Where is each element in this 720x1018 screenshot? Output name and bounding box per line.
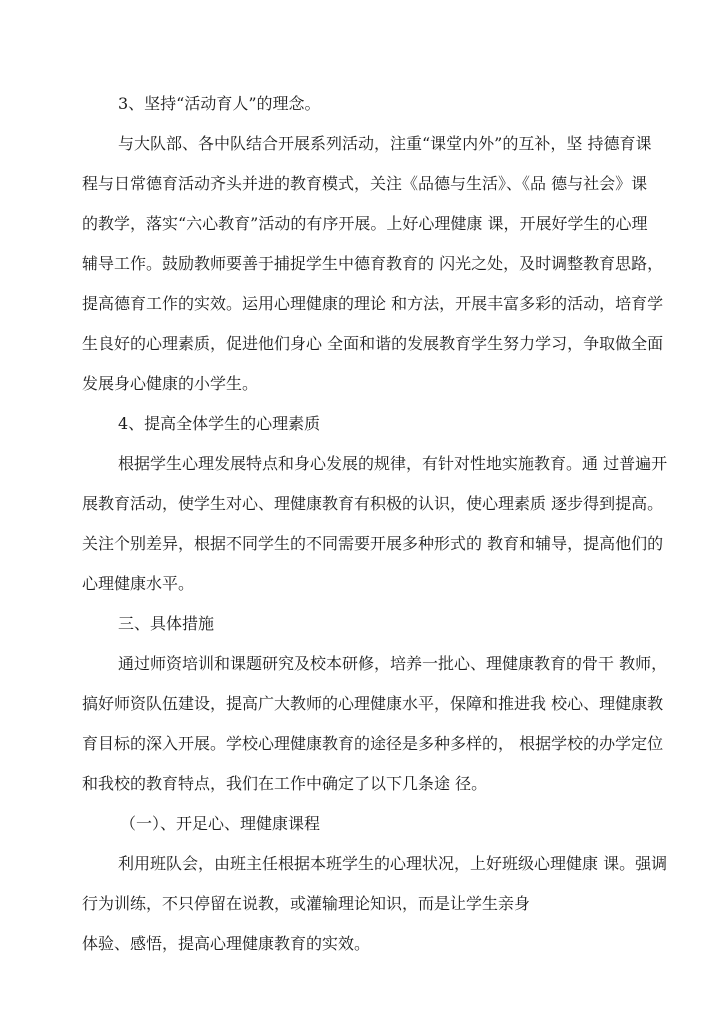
paragraph-line: 和我校的教育特点，我们在工作中确定了以下几条途 径。 [82,774,488,793]
paragraph-line: 程与日常德育活动齐头并进的教育模式，关注《品德与生活》、《品 德与社会》课 [82,174,648,193]
section-heading: 三、具体措施 [118,614,215,633]
paragraph-line: 关注个别差异，根据不同学生的不同需要开展多种形式的 教育和辅导，提高他们的 [82,534,664,553]
paragraph-line: 展教育活动，使学生对心、理健康教育有积极的认识，使心理素质 逐步得到提高。 [82,494,664,513]
paragraph-line: 搞好师资队伍建设，提高广大教师的心理健康水平，保障和推进我 校心、理健康教 [82,694,664,713]
paragraph-line: 生良好的心理素质，促进他们身心 全面和谐的发展教育学生努力学习，争取做全面 [82,334,664,353]
subsection-heading: （一）、开足心、理健康课程 [120,814,321,833]
heading-3: 3、坚持“活动育人”的理念。 [118,94,321,113]
paragraph-line: 心理健康水平。 [82,574,195,593]
heading-4: 4、提高全体学生的心理素质 [118,414,321,433]
paragraph-line: 辅导工作。鼓励教师要善于捕捉学生中德育教育的 闪光之处，及时调整教育思路， [82,254,664,273]
paragraph-line: 根据学生心理发展特点和身心发展的规律，有针对性地实施教育。通 过普遍开 [118,454,668,473]
paragraph-line: 利用班队会，由班主任根据本班学生的心理状况，上好班级心理健康 课。强调 [118,854,668,873]
paragraph-line: 的教学，落实“六心教育”活动的有序开展。上好心理健康 课，开展好学生的心理 [82,214,648,233]
paragraph-line: 发展身心健康的小学生。 [82,374,259,393]
paragraph-line: 育目标的深入开展。学校心理健康教育的途径是多种多样的， 根据学校的办学定位 [82,734,664,753]
paragraph-line: 体验、感悟，提高心理健康教育的实效。 [82,934,371,953]
paragraph-line: 与大队部、各中队结合开展系列活动，注重“课堂内外”的互补，坚 持德育课 [118,134,652,153]
paragraph-line: 提高德育工作的实效。运用心理健康的理论 和方法，开展丰富多彩的活动，培育学 [82,294,664,313]
paragraph-line: 行为训练，不只停留在说教，或灌输理论知识，而是让学生亲身 [82,894,531,913]
paragraph-line: 通过师资培训和课题研究及校本研修，培养一批心、理健康教育的骨干 教师， [118,654,668,673]
